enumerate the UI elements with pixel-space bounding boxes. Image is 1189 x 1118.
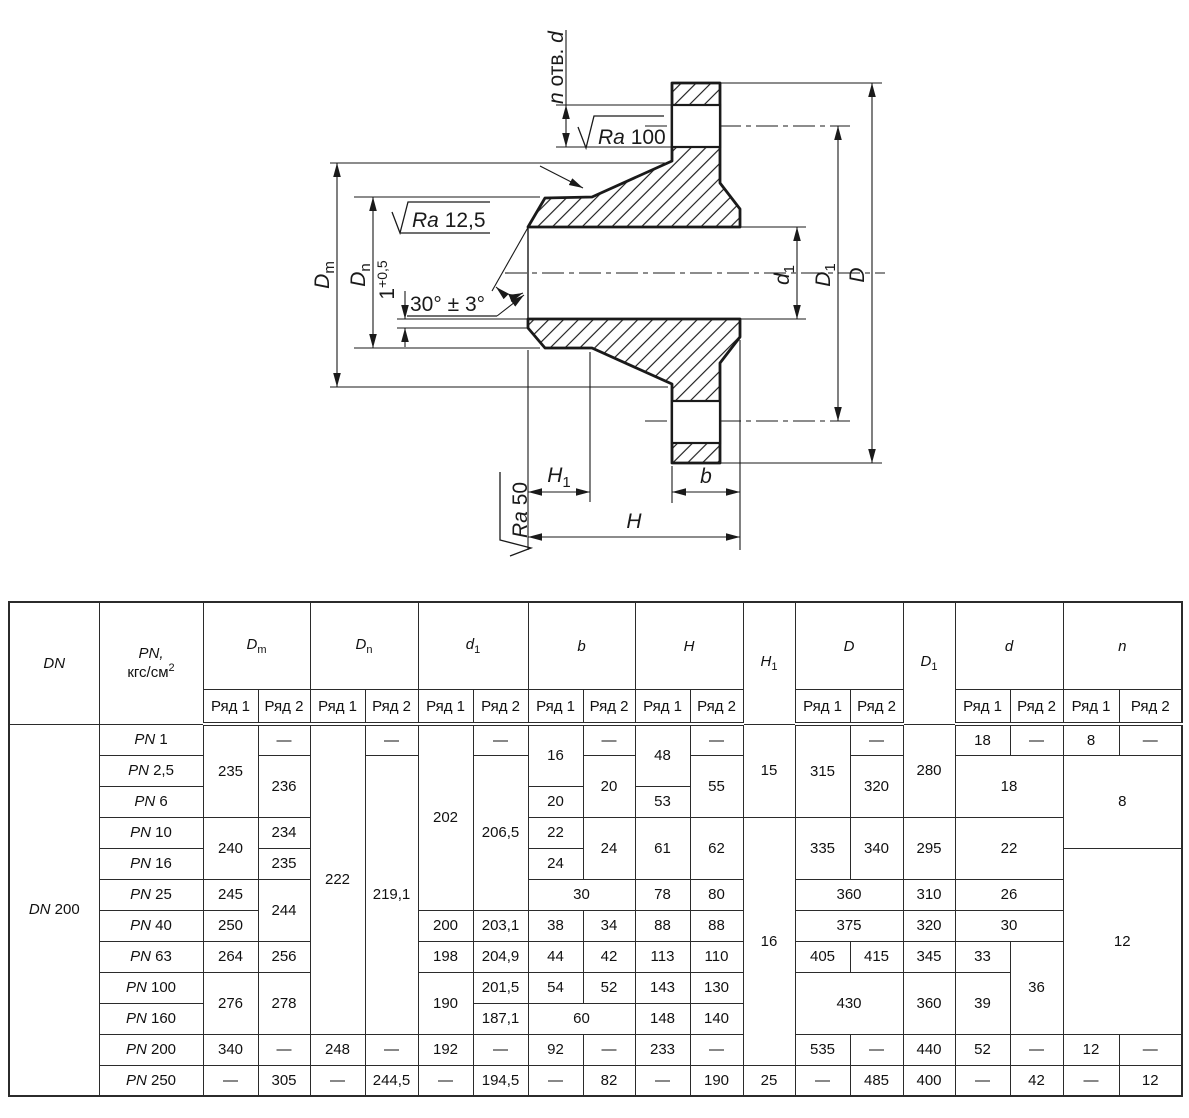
sub-D-r2: Ряд 2 [850,690,903,725]
value-cell: 44 [528,941,583,972]
value-cell: 204,9 [473,941,528,972]
value-cell: 80 [690,879,743,910]
ra100-label: Ra 100 [598,126,666,149]
value-cell: 360 [795,879,903,910]
value-cell: 206,5 [473,755,528,910]
value-cell: — [473,724,528,755]
value-cell: 415 [850,941,903,972]
value-cell: 219,1 [365,755,418,1034]
value-cell: 305 [258,1065,310,1096]
value-cell: 24 [583,817,635,879]
value-cell: — [365,1034,418,1065]
pn-cell: PN 100 [99,972,203,1003]
sub-d-r1: Ряд 1 [955,690,1010,725]
value-cell: 12 [1119,1065,1182,1096]
value-cell: 430 [795,972,903,1034]
value-cell: — [1119,724,1182,755]
value-cell: 60 [528,1003,635,1034]
value-cell: 78 [635,879,690,910]
value-cell: 235 [203,724,258,817]
value-cell: — [365,724,418,755]
value-cell: — [690,724,743,755]
pn-cell: PN 25 [99,879,203,910]
value-cell: 20 [583,755,635,817]
col-b: b [528,602,635,690]
value-cell: 30 [955,910,1063,941]
value-cell: 53 [635,786,690,817]
value-cell: 244 [258,879,310,941]
value-cell: 236 [258,755,310,817]
table-row [9,1065,1182,1096]
table-row [9,755,1182,786]
value-cell: 315 [795,724,850,817]
angle-label: 30° ± 3° [410,293,486,316]
sub-h-r2: Ряд 2 [690,690,743,725]
value-cell: 310 [903,879,955,910]
col-dm: $D_m$ [203,602,310,690]
value-cell: 320 [903,910,955,941]
value-cell: 22 [528,817,583,848]
value-cell: 82 [583,1065,635,1096]
value-cell: 18 [955,755,1063,817]
value-cell: 360 [903,972,955,1034]
value-cell: 113 [635,941,690,972]
sub-b-r2: Ряд 2 [583,690,635,725]
D1-label: $D_1$ [812,263,839,287]
value-cell: 256 [258,941,310,972]
value-cell: 52 [955,1034,1010,1065]
col-n: n [1063,602,1182,690]
value-cell: 62 [690,817,743,879]
value-cell: 39 [955,972,1010,1034]
value-cell: — [955,1065,1010,1096]
pn-cell: PN 40 [99,910,203,941]
value-cell: — [310,1065,365,1096]
value-cell: 55 [690,755,743,817]
value-cell: 485 [850,1065,903,1096]
sub-n-r2: Ряд 2 [1119,690,1182,725]
pn-cell: PN 160 [99,1003,203,1034]
value-cell: 25 [743,1065,795,1096]
value-cell: 340 [203,1034,258,1065]
table-row [9,1034,1182,1065]
value-cell: — [850,1034,903,1065]
value-cell: 264 [203,941,258,972]
value-cell: 130 [690,972,743,1003]
sub-dn-r2: Ряд 2 [365,690,418,725]
land-dim-label: $1^{+0,5}$ [374,260,399,300]
value-cell: 203,1 [473,910,528,941]
value-cell: — [258,724,310,755]
value-cell: 16 [528,724,583,786]
header-group-row [9,602,1182,690]
col-D: D [795,602,903,690]
value-cell: 24 [528,848,583,879]
value-cell: 42 [583,941,635,972]
value-cell: 400 [903,1065,955,1096]
value-cell: 54 [528,972,583,1003]
value-cell: — [1010,1034,1063,1065]
value-cell: 194,5 [473,1065,528,1096]
value-cell: 61 [635,817,690,879]
value-cell: 202 [418,724,473,910]
value-cell: 36 [1010,941,1063,1034]
flange-section-bottom [528,319,740,463]
value-cell: 12 [1063,1034,1119,1065]
value-cell: 30 [528,879,635,910]
value-cell: 48 [635,724,690,786]
value-cell: 88 [635,910,690,941]
col-D1: $D_1$ [903,602,955,724]
value-cell: 535 [795,1034,850,1065]
value-cell: 198 [418,941,473,972]
d1-label: $d_1$ [771,264,798,286]
value-cell: 143 [635,972,690,1003]
value-cell: 26 [955,879,1063,910]
value-cell: 295 [903,817,955,879]
value-cell: 248 [310,1034,365,1065]
value-cell: — [1063,1065,1119,1096]
col-dn: DN [9,602,99,724]
table-row [9,972,1182,1003]
value-cell: 8 [1063,724,1119,755]
sub-dm-r1: Ряд 1 [203,690,258,725]
ra50-label: Ra 50 [509,481,532,538]
value-cell: 375 [795,910,903,941]
col-h: H [635,602,743,690]
value-cell: 187,1 [473,1003,528,1034]
value-cell: 38 [528,910,583,941]
value-cell: 320 [850,755,903,817]
table-row [9,817,1182,848]
value-cell: 235 [258,848,310,879]
pn-cell: PN 6 [99,786,203,817]
col-dn-neck: $D_n$ [310,602,418,690]
value-cell: — [203,1065,258,1096]
value-cell: — [795,1065,850,1096]
value-cell: 148 [635,1003,690,1034]
value-cell: 222 [310,724,365,1034]
table-row [9,941,1182,972]
value-cell: 345 [903,941,955,972]
D-label: D [846,267,869,283]
value-cell: 110 [690,941,743,972]
col-h1: $H_1$ [743,602,795,724]
sub-n-r1: Ряд 1 [1063,690,1119,725]
ra125-label: Ra 12,5 [412,209,486,232]
value-cell: 240 [203,817,258,879]
dn-label: $D_n$ [347,263,374,287]
value-cell: 52 [583,972,635,1003]
pn-cell: PN 10 [99,817,203,848]
holes-count-label: n отв. d [545,31,568,104]
table-row [9,879,1182,910]
bolt-hole-bottom [672,401,720,443]
value-cell: 340 [850,817,903,879]
pn-cell: PN 1 [99,724,203,755]
value-cell: 244,5 [365,1065,418,1096]
value-cell: 234 [258,817,310,848]
table-row [9,724,1182,755]
sub-D-r1: Ряд 1 [795,690,850,725]
value-cell: 18 [955,724,1010,755]
value-cell: 92 [528,1034,583,1065]
value-cell: 12 [1063,848,1182,1034]
value-cell: 192 [418,1034,473,1065]
value-cell: 190 [418,972,473,1034]
sub-b-r1: Ряд 1 [528,690,583,725]
sub-dn-r1: Ряд 1 [310,690,365,725]
value-cell: — [850,724,903,755]
col-d1: $d_1$ [418,602,528,690]
spec-table-body [9,724,1182,1096]
bolt-hole-top [672,105,720,147]
pn-cell: PN 2,5 [99,755,203,786]
pn-cell: PN 16 [99,848,203,879]
value-cell: 34 [583,910,635,941]
b-label: b [700,465,712,488]
col-d: d [955,602,1063,690]
col-pn: PN, кгс/$см^2$ [99,602,203,724]
H-label: H [626,510,642,533]
value-cell: 140 [690,1003,743,1034]
flange-dimension-table [8,601,1183,1097]
sub-d1-r1: Ряд 1 [418,690,473,725]
pn-cell: PN 200 [99,1034,203,1065]
value-cell: 8 [1063,755,1182,848]
sub-d-r2: Ряд 2 [1010,690,1063,725]
value-cell: — [1010,724,1063,755]
value-cell: 16 [743,817,795,1065]
sub-h-r1: Ряд 1 [635,690,690,725]
value-cell: 280 [903,724,955,817]
H1-label: $H_1$ [547,464,571,491]
value-cell: — [418,1065,473,1096]
value-cell: 245 [203,879,258,910]
pn-cell: PN 63 [99,941,203,972]
value-cell: — [583,724,635,755]
value-cell: 405 [795,941,850,972]
value-cell: 200 [418,910,473,941]
value-cell: 278 [258,972,310,1034]
sub-dm-r2: Ряд 2 [258,690,310,725]
pn-cell: PN 250 [99,1065,203,1096]
value-cell: 233 [635,1034,690,1065]
dm-label: $D_m$ [311,261,338,289]
value-cell: — [473,1034,528,1065]
value-cell: 88 [690,910,743,941]
value-cell: 190 [690,1065,743,1096]
value-cell: 201,5 [473,972,528,1003]
value-cell: — [1119,1034,1182,1065]
value-cell: 33 [955,941,1010,972]
value-cell: 250 [203,910,258,941]
value-cell: — [690,1034,743,1065]
value-cell: 42 [1010,1065,1063,1096]
value-cell: 276 [203,972,258,1034]
value-cell: — [258,1034,310,1065]
value-cell: 335 [795,817,850,879]
value-cell: — [583,1034,635,1065]
table-row [9,910,1182,941]
value-cell: 440 [903,1034,955,1065]
value-cell: — [528,1065,583,1096]
dn-cell: DN 200 [9,724,99,1096]
value-cell: 15 [743,724,795,817]
value-cell: 20 [528,786,583,817]
sub-d1-r2: Ряд 2 [473,690,528,725]
value-cell: 22 [955,817,1063,879]
value-cell: — [635,1065,690,1096]
